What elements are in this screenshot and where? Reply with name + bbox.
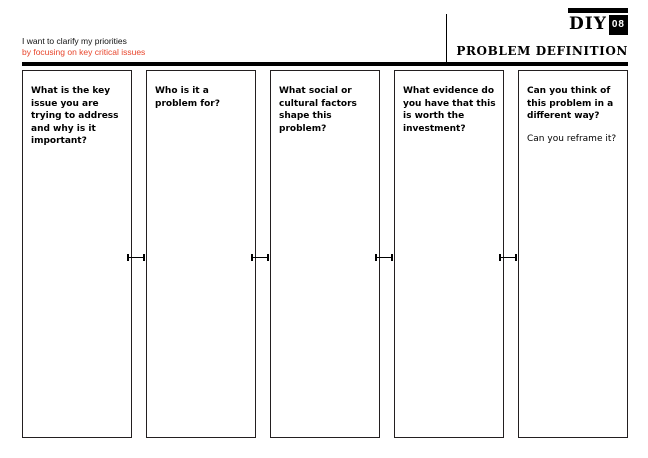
page-header <box>22 8 628 56</box>
connector-line <box>253 257 267 258</box>
subtitle-line-primary: I want to clarify my priorities <box>22 36 127 46</box>
column-question: What evidence do you have that this is worth the investment? <box>403 86 496 134</box>
column-subquestion: Can you reframe it? <box>527 134 617 144</box>
subtitle-line-accent: by focusing on key critical issues <box>22 47 146 57</box>
worksheet-column-3[interactable] <box>270 70 380 438</box>
header-rule <box>22 62 628 66</box>
logo-text: DIY <box>569 14 607 34</box>
column-question: What social or cultural factors shape this problem? <box>279 86 357 134</box>
subtitle-block <box>22 36 442 58</box>
diy-logo <box>568 8 628 35</box>
column-question: Can you think of this problem in a different way? <box>527 86 614 121</box>
column-question: What is the key issue you are trying to address and why is it important? <box>31 86 119 146</box>
column-connector-icon <box>499 254 517 261</box>
worksheet-columns <box>22 70 628 438</box>
page-title: PROBLEM DEFINITION <box>456 44 628 58</box>
column-connector-icon <box>127 254 145 261</box>
connector-line <box>129 257 143 258</box>
header-rule-wrap <box>22 62 628 66</box>
connector-line <box>377 257 391 258</box>
worksheet-column-4[interactable] <box>394 70 504 438</box>
connector-cap-right <box>515 254 517 261</box>
connector-cap-right <box>267 254 269 261</box>
logo-text-wrap <box>568 15 628 35</box>
column-question: Who is it a problem for? <box>155 86 220 109</box>
header-vertical-divider <box>446 14 447 62</box>
connector-cap-right <box>391 254 393 261</box>
connector-cap-right <box>143 254 145 261</box>
connector-line <box>501 257 515 258</box>
column-connector-icon <box>375 254 393 261</box>
column-connector-icon <box>251 254 269 261</box>
worksheet-column-1[interactable] <box>22 70 132 438</box>
logo-number: 08 <box>609 15 628 35</box>
logo-bar <box>568 8 628 13</box>
worksheet-column-2[interactable] <box>146 70 256 438</box>
worksheet-column-5[interactable] <box>518 70 628 438</box>
